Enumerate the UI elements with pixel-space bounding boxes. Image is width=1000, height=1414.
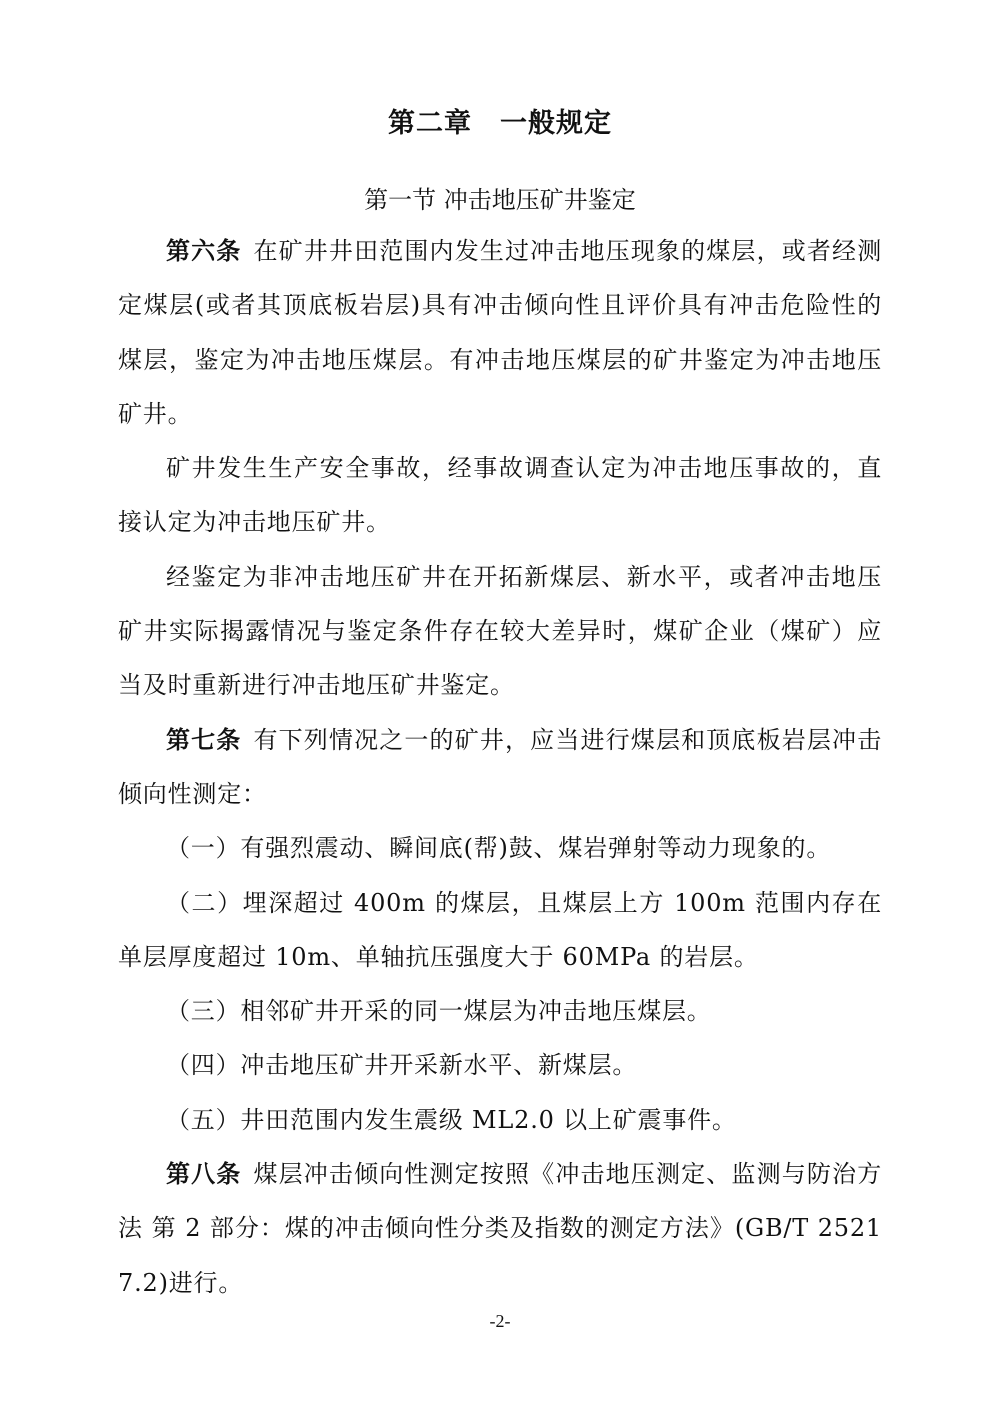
- paragraph-article-7: [118, 713, 882, 822]
- article-number: 第七条: [166, 725, 242, 754]
- list-item: [118, 1038, 882, 1092]
- list-item-text: （四）冲击地压矿井开采新水平、新煤层。: [166, 1051, 638, 1080]
- page-number: -2-: [489, 1311, 511, 1331]
- paragraph-article-8: [118, 1147, 882, 1310]
- list-item: [118, 1093, 882, 1147]
- paragraph: [118, 441, 882, 550]
- paragraph-text: 矿井发生生产安全事故，经事故调查认定为冲击地压事故的，直接认定为冲击地压矿井。: [118, 454, 882, 537]
- list-item-text: （二）埋深超过 400m 的煤层，且煤层上方 100m 范围内存在单层厚度超过 10m、单轴抗压强度大于 60MPa 的岩层。: [118, 888, 882, 971]
- chapter-title: 第二章 一般规定: [388, 108, 612, 139]
- document-body: [118, 224, 882, 1310]
- article-number: 第八条: [166, 1160, 242, 1189]
- paragraph-text: 在矿井井田范围内发生过冲击地压现象的煤层，或者经测定煤层(或者其顶底板岩层)具有冲击倾向性且评价具有冲击危险性的煤层，鉴定为冲击地压煤层。有冲击地压煤层的矿井鉴定为冲击地压矿井。: [118, 237, 882, 428]
- paragraph-article-6: [118, 224, 882, 441]
- list-item-text: （五）井田范围内发生震级 ML2.0 以上矿震事件。: [166, 1105, 737, 1134]
- list-item: [118, 984, 882, 1038]
- article-number: 第六条: [166, 237, 242, 265]
- list-item-text: （三）相邻矿井开采的同一煤层为冲击地压煤层。: [166, 997, 712, 1026]
- paragraph-text: 煤层冲击倾向性测定按照《冲击地压测定、监测与防治方法 第 2 部分：煤的冲击倾向性分类及指数的测定方法》(GB/T 25217.2)进行。: [118, 1160, 882, 1297]
- paragraph-text: 有下列情况之一的矿井，应当进行煤层和顶底板岩层冲击倾向性测定：: [118, 725, 882, 808]
- paragraph: [118, 550, 882, 713]
- list-item-text: （一）有强烈震动、瞬间底(帮)鼓、煤岩弹射等动力现象的。: [166, 834, 832, 863]
- list-item: [118, 876, 882, 985]
- section-title: 第一节 冲击地压矿井鉴定: [364, 186, 636, 214]
- paragraph-text: 经鉴定为非冲击地压矿井在开拓新煤层、新水平，或者冲击地压矿井实际揭露情况与鉴定条件存在较大差异时，煤矿企业（煤矿）应当及时重新进行冲击地压矿井鉴定。: [118, 562, 882, 700]
- document-page: [118, 0, 882, 1414]
- list-item: [118, 821, 882, 875]
